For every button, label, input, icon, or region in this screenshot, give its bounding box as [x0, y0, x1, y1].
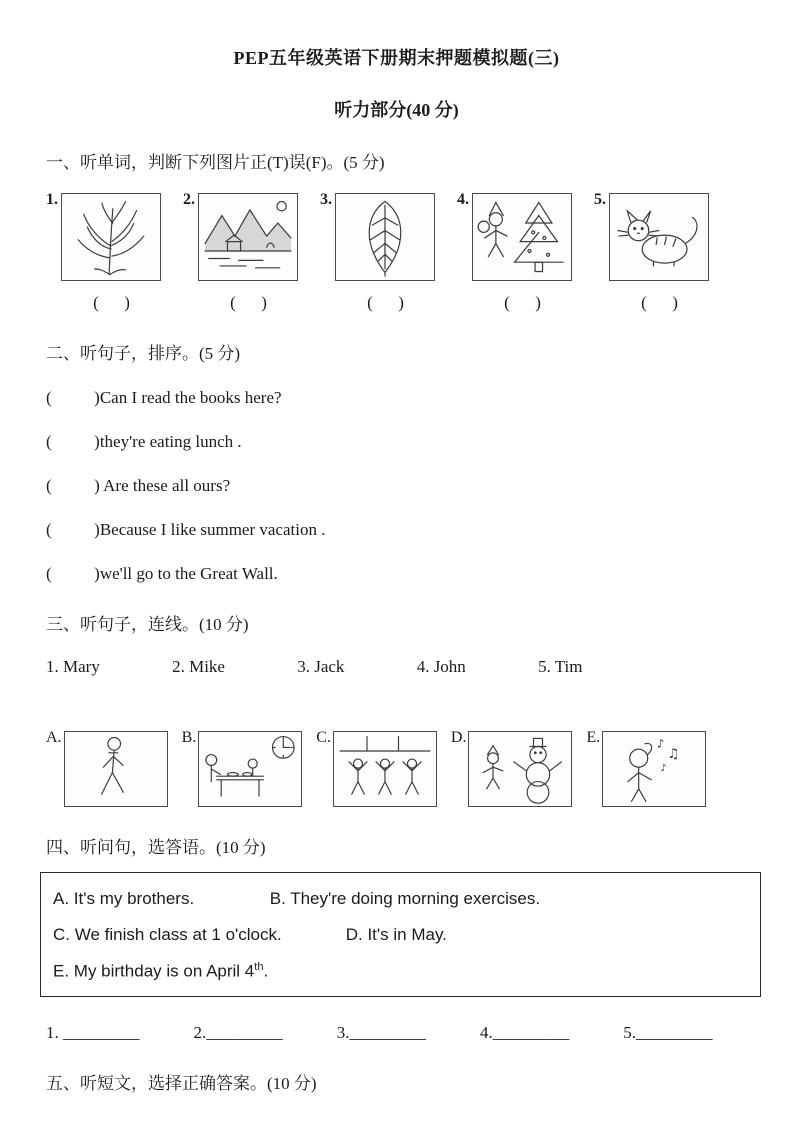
- picture-letter: E.: [586, 729, 601, 746]
- option-a: A. It's my brothers.: [53, 889, 195, 908]
- picture-number: 4.: [457, 191, 469, 208]
- picture-frame: [61, 193, 161, 281]
- section4-heading: 四、听问句，选答语。(10 分): [46, 838, 266, 857]
- option-line-cd: [53, 925, 750, 945]
- option-e-superscript: th: [254, 961, 264, 973]
- santa-and-christmas-tree-image: [474, 195, 570, 279]
- picture-letter: A.: [46, 729, 62, 746]
- section2-heading: 二、听句子，排序。(5 分): [46, 344, 241, 363]
- name-mike: 2. Mike: [172, 657, 225, 676]
- name-tim: 5. Tim: [538, 657, 583, 676]
- option-c: C. We finish class at 1 o'clock.: [53, 925, 282, 944]
- picture-item-4: [457, 193, 572, 313]
- answer-blank-5: 5._________: [623, 1022, 713, 1042]
- answer-parentheses: ( ): [367, 293, 404, 312]
- answer-parentheses: ( ): [641, 293, 678, 312]
- answer-blank-1: 1. _________: [46, 1022, 140, 1042]
- picture-item-a: [46, 731, 168, 807]
- answer-blank-4: 4._________: [480, 1022, 570, 1042]
- picture-frame: [602, 731, 706, 807]
- listening-part-title: 听力部分(40 分): [334, 100, 459, 120]
- picture-item-1: [46, 193, 161, 313]
- corn-plant-image: [65, 196, 157, 278]
- section3-picture-row: [46, 731, 747, 807]
- ordering-sentence-3: ( ) Are these all ours?: [46, 476, 231, 495]
- ordering-sentence-4: ( )Because I like summer vacation .: [46, 520, 326, 539]
- answer-options-box: [40, 872, 761, 997]
- picture-number: 3.: [320, 191, 332, 208]
- name-john: 4. John: [416, 657, 466, 676]
- picture-frame: [333, 731, 437, 807]
- picture-frame: [198, 193, 298, 281]
- picture-frame: [609, 193, 709, 281]
- leaf-image: [339, 196, 431, 278]
- option-line-e: [53, 961, 750, 982]
- ordering-sentence-2: ( )they're eating lunch .: [46, 432, 242, 451]
- picture-frame: [335, 193, 435, 281]
- option-e: E. My birthday is on April 4: [53, 961, 255, 981]
- listening-to-music-image: [604, 733, 704, 805]
- option-e-period: .: [263, 961, 269, 981]
- option-b: B. They're doing morning exercises.: [269, 889, 541, 908]
- answer-parentheses: ( ): [504, 293, 541, 312]
- svg-text:♫: ♫: [667, 746, 680, 763]
- name-jack: 3. Jack: [297, 657, 345, 676]
- picture-number: 5.: [594, 191, 606, 208]
- picture-number: 1.: [46, 191, 58, 208]
- picture-item-2: [183, 193, 298, 313]
- landscape-image: [200, 195, 296, 279]
- section5-heading: 五、听短文，选择正确答案。(10 分): [46, 1073, 317, 1093]
- dancing-class-image: [335, 733, 435, 805]
- picture-number: 2.: [183, 191, 195, 208]
- answer-parentheses: ( ): [230, 293, 267, 312]
- picture-item-c: [316, 731, 437, 807]
- picture-item-b: [182, 731, 303, 807]
- answer-blank-2: 2._________: [193, 1022, 283, 1042]
- picture-frame: [472, 193, 572, 281]
- svg-text:♪: ♪: [660, 762, 667, 774]
- picture-letter: D.: [450, 729, 467, 746]
- answer-blanks-row: [46, 1023, 747, 1043]
- picture-letter: B.: [181, 729, 197, 746]
- picture-item-e: [586, 731, 706, 807]
- option-line-ab: [53, 889, 750, 909]
- option-d: D. It's in May.: [345, 925, 447, 944]
- matching-names-row: [46, 657, 747, 677]
- page-title: PEP五年级英语下册期末押题模拟题(三): [233, 48, 560, 68]
- picture-frame: [468, 731, 572, 807]
- answer-blank-3: 3._________: [336, 1022, 426, 1042]
- child-and-snowman-image: [470, 733, 570, 805]
- section1-heading: 一、听单词，判断下列图片正(T)误(F)。(5 分): [46, 153, 385, 172]
- picture-item-5: [594, 193, 709, 313]
- ordering-sentence-5: ( )we'll go to the Great Wall.: [46, 564, 278, 583]
- walking-man-image: [67, 733, 165, 805]
- picture-item-3: [320, 193, 435, 313]
- answer-parentheses: ( ): [93, 293, 130, 312]
- section3-heading: 三、听句子，连线。(10 分): [46, 615, 249, 634]
- name-mary: 1. Mary: [46, 657, 100, 676]
- picture-item-d: [451, 731, 573, 807]
- section1-picture-row: [46, 193, 747, 313]
- cat-image: [611, 195, 707, 279]
- svg-text:♪: ♪: [656, 736, 665, 751]
- picture-frame: [64, 731, 168, 807]
- picture-letter: C.: [316, 729, 331, 746]
- family-dinner-with-clock-image: [200, 733, 300, 805]
- ordering-sentence-1: ( )Can I read the books here?: [46, 388, 282, 407]
- picture-frame: [198, 731, 302, 807]
